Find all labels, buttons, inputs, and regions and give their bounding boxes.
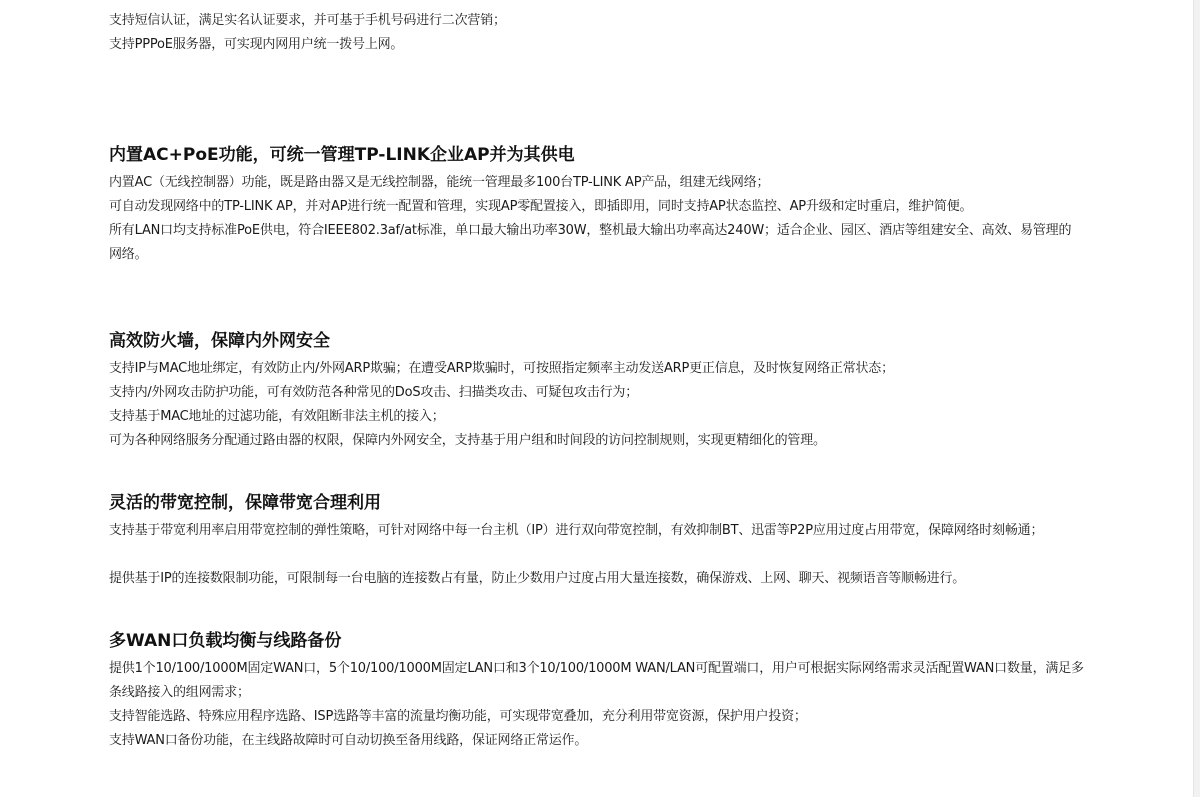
section-title: 多WAN口负载均衡与线路备份 [109,631,342,651]
section-paragraph: 支持智能选路、特殊应用程序选路、ISP选路等丰富的流量均衡功能，可实现带宽叠加，充分利用带宽资源，保护用户投资； [109,709,807,724]
section-paragraph: 支持基于带宽利用率启用带宽控制的弹性策略，可针对网络中每一台主机（IP）进行双向带宽控制，有效抑制BT、迅雷等P2P应用过度占用带宽，保障网络时刻畅通； [109,523,1044,538]
section-title: 灵活的带宽控制，保障带宽合理利用 [109,493,381,513]
section-paragraph: 支持WAN口备份功能，在主线路故障时可自动切换至备用线路，保证网络正常运作。 [109,733,588,748]
section-paragraph: 提供基于IP的连接数限制功能，可限制每一台电脑的连接数占有量，防止少数用户过度占用大量连接数，确保游戏、上网、聊天、视频语音等顺畅进行。 [109,571,966,586]
intro-line: 支持短信认证，满足实名认证要求，并可基于手机号码进行二次营销； [109,13,506,28]
page-scrollbar[interactable] [1193,0,1200,797]
section-paragraph: 可为各种网络服务分配通过路由器的权限，保障内外网安全，支持基于用户组和时间段的访问控制规则，实现更精细化的管理。 [109,433,826,448]
section-paragraph: 提供1个10/100/1000M固定WAN口，5个10/100/1000M固定LAN口和3个10/100/1000M WAN/LAN可配置端口，用户可根据实际网络需求灵活配置WAN口数量，满足多条线路接入的组网需求； [109,661,1084,700]
section-paragraph: 可自动发现网络中的TP-LINK AP，并对AP进行统一配置和管理，实现AP零配置接入，即插即用，同时支持AP状态监控、AP升级和定时重启，维护简便。 [109,199,973,214]
section-title: 高效防火墙，保障内外网安全 [109,331,330,351]
section-title: 内置AC+PoE功能，可统一管理TP-LINK企业AP并为其供电 [109,145,575,165]
section-paragraph: 支持基于MAC地址的过滤功能，有效阻断非法主机的接入； [109,409,445,424]
section-paragraph: 支持内/外网攻击防护功能，可有效防范各种常见的DoS攻击、扫描类攻击、可疑包攻击行为； [109,385,638,400]
section-paragraph: 所有LAN口均支持标准PoE供电，符合IEEE802.3af/at标准，单口最大输出功率30W，整机最大输出功率高达240W；适合企业、园区、酒店等组建安全、高效、易管理的网络。 [109,223,1072,262]
section-paragraph: 支持IP与MAC地址绑定，有效防止内/外网ARP欺骗；在遭受ARP欺骗时，可按照指定频率主动发送ARP更正信息，及时恢复网络正常状态； [109,361,894,376]
section-paragraph: 内置AC（无线控制器）功能，既是路由器又是无线控制器，能统一管理最多100台TP-LINK AP产品，组建无线网络； [109,175,770,190]
intro-line: 支持PPPoE服务器，可实现内网用户统一拨号上网。 [109,37,404,52]
